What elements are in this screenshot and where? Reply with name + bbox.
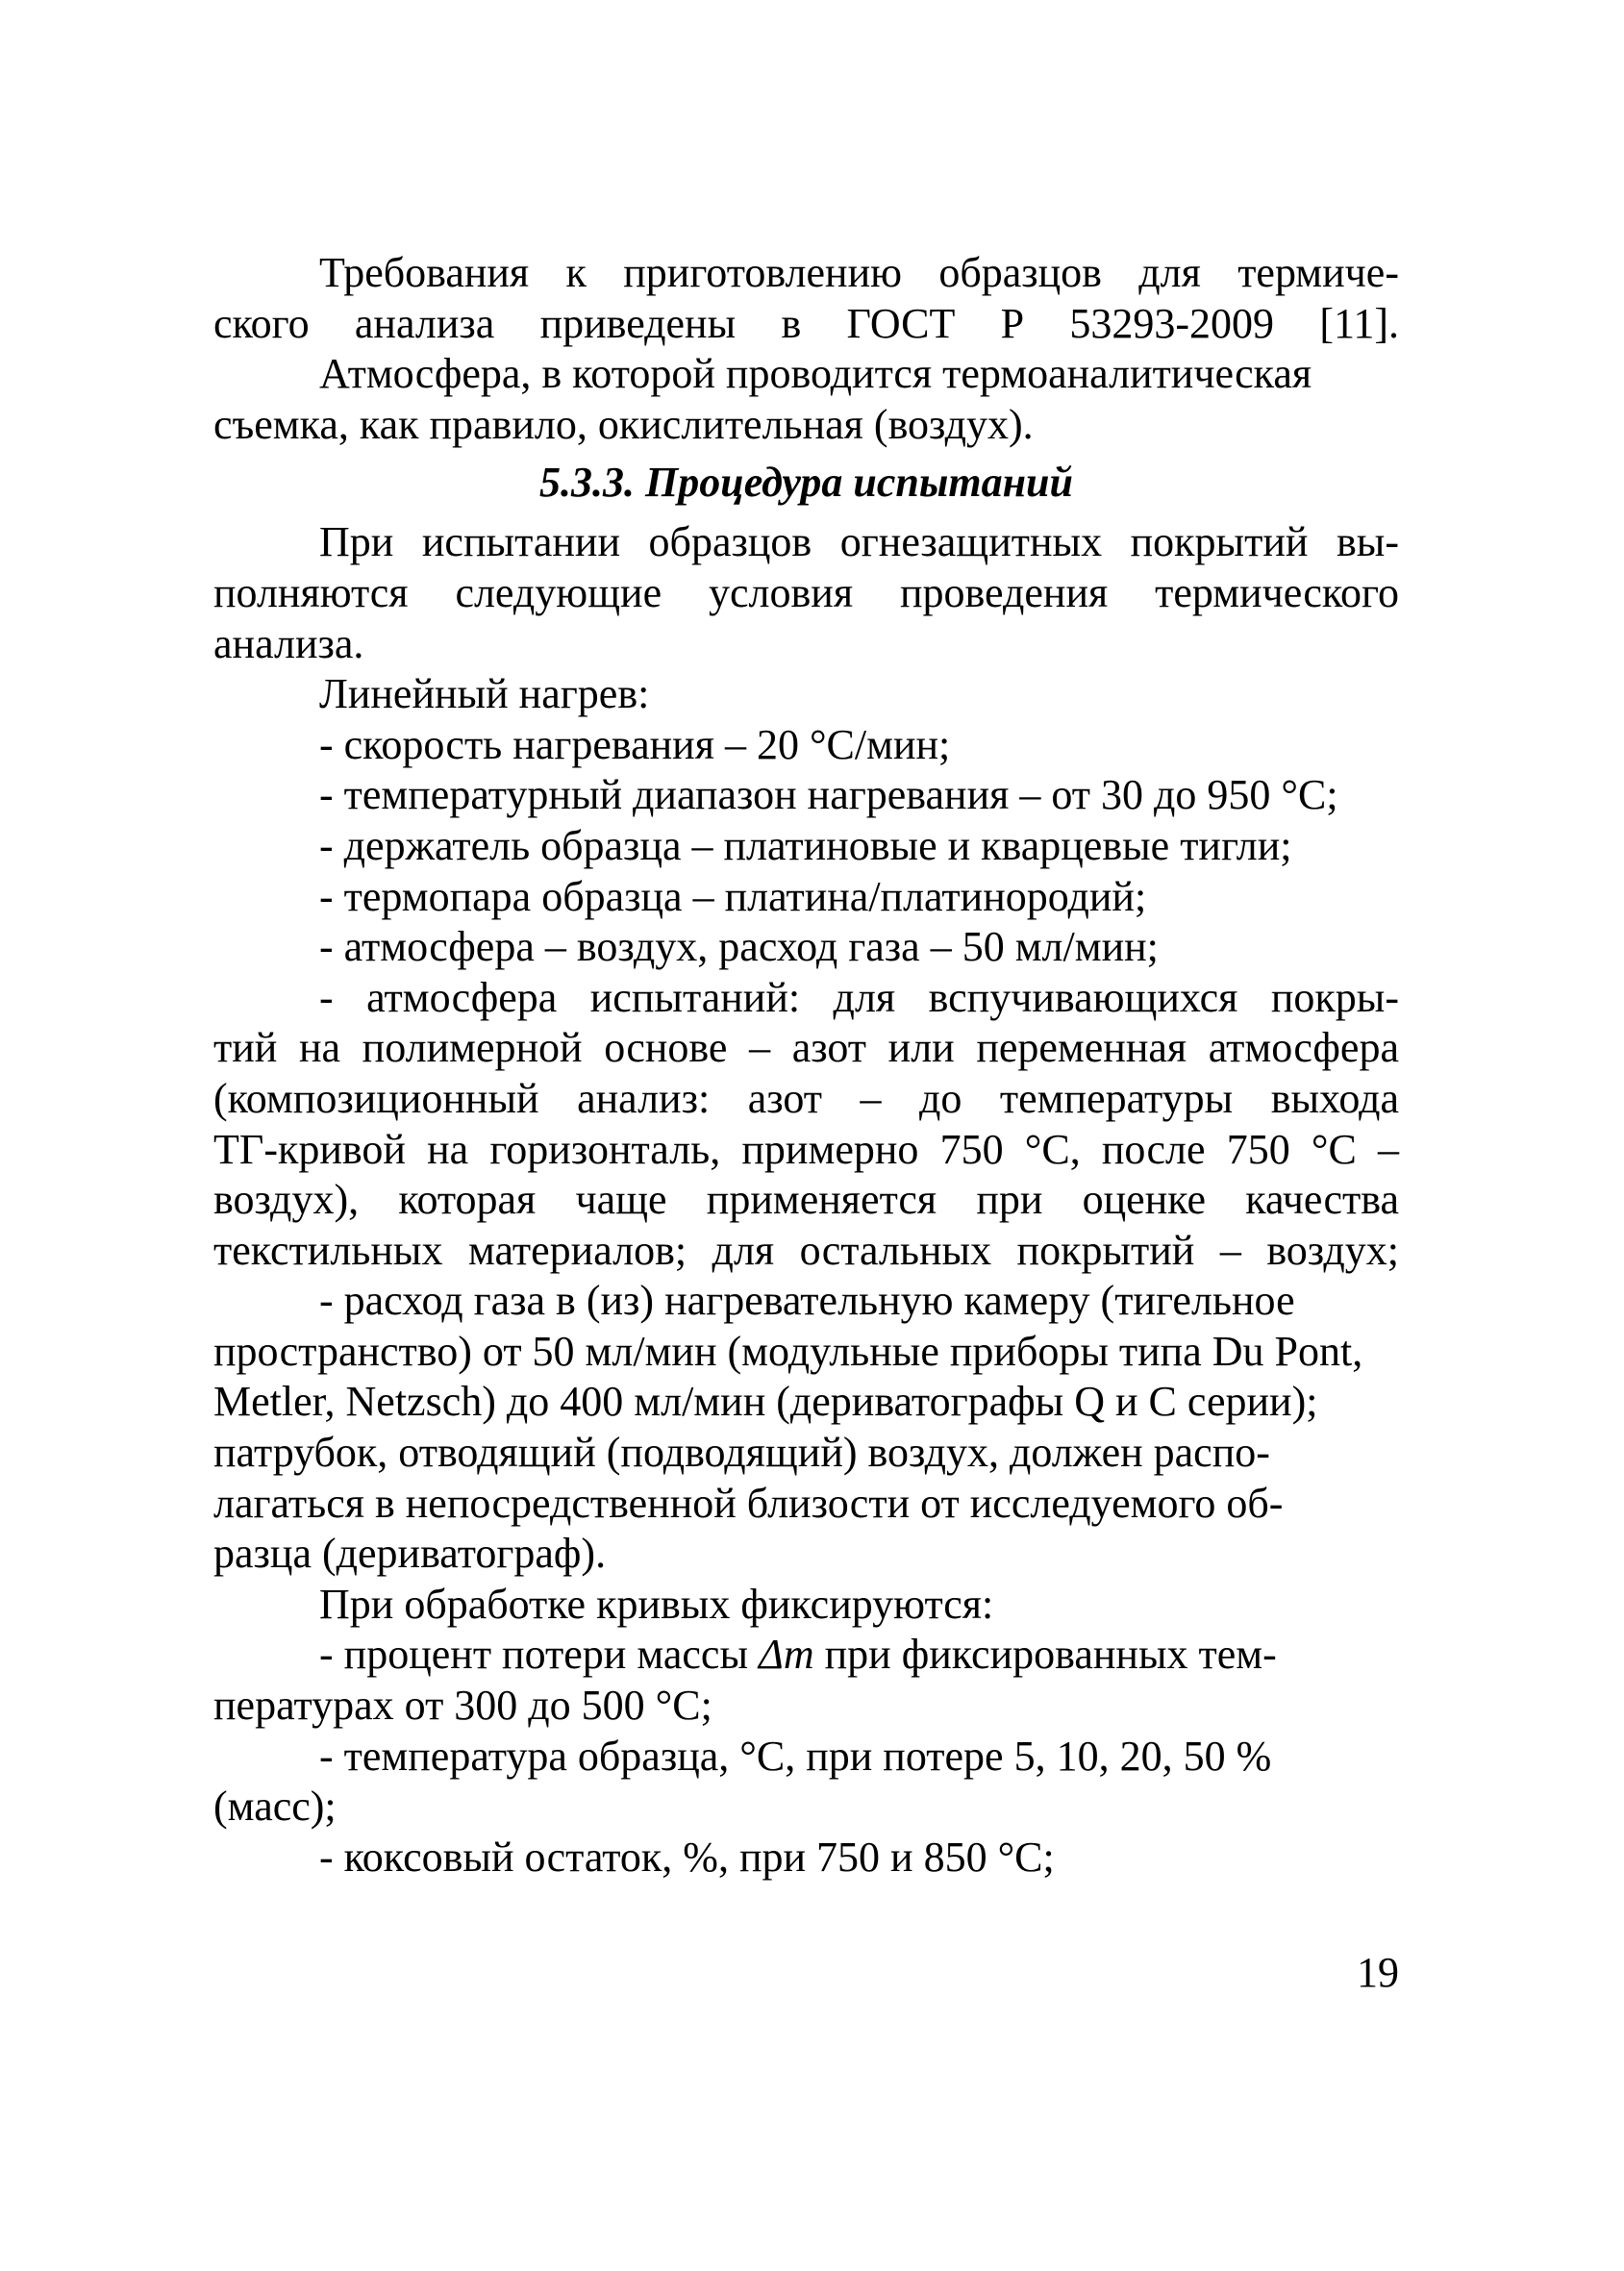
list-item-atmosphere-flow: - атмосфера – воздух, расход газа – 50 мл/мин; [319,923,1159,971]
section-heading: 5.3.3. Процедура испытаний [539,459,1073,507]
list-item-heating-rate: - скорость нагревания – 20 °С/мин; [319,720,951,768]
list-item-temperature-range: - температурный диапазон нагревания – от 30 до 950 °С; [319,771,1338,819]
list-item-coke-residue: - коксовый остаток, %, при 750 и 850 °С; [319,1833,1055,1881]
paragraph-linear-heating: Линейный нагрев: [319,670,650,718]
list-item-sample-holder: - держатель образца – платиновые и кварцевые тигли; [319,821,1292,869]
paragraph-curve-processing: При обработке кривых фиксируются: [319,1580,994,1628]
list-item-sample-temperature: - температура образца, °С, при потере 5, 10, 20, 50 % (масс); [213,1732,1272,1831]
list-item-test-atmosphere: - атмосфера испытаний: для вспучивающихся покры- тий на полимерной основе – азот или переменная атмосфера (композиционный анализ: азот – до температуры выхода ТГ-кривой на горизонталь, примерно 750 °С, после 750 °С – воздух), которая чаще применяется при оценке качества текстильных материалов; для остальных покрытий – воздух; [213,973,1399,1274]
page-number: 19 [1357,1949,1399,1996]
paragraph-sample-prep: Требования к приготовлению образцов для термиче- ского анализа приведены в ГОСТ Р 53293-2009 [11]. [213,249,1399,347]
list-item-gas-flow: - расход газа в (из) нагревательную камеру (тигельное пространство) от 50 мл/мин (модульные приборы типа Du Pont, Metler, Netzsch) до 400 мл/мин (дериватографы Q и С серии); патрубок, отводящий (подводящий) воздух, должен распо- лагаться в непосредственной близости от исследуемого об- разца (дериватограф). [213,1277,1363,1578]
list-item-thermocouple: - термопара образца – платина/платинородий; [319,872,1147,920]
paragraph-conditions: При испытании образцов огнезащитных покрытий вы- полняются следующие условия проведения термического анализа. [213,518,1399,667]
body-text [213,248,1399,1883]
paragraph-atmosphere: Атмосфера, в которой проводится термоаналитическая съемка, как правило, окислительная (воздух). [213,350,1312,448]
list-item-mass-loss: - процент потери массы Δm при фиксированных тем- пературах от 300 до 500 °С; [213,1631,1277,1730]
